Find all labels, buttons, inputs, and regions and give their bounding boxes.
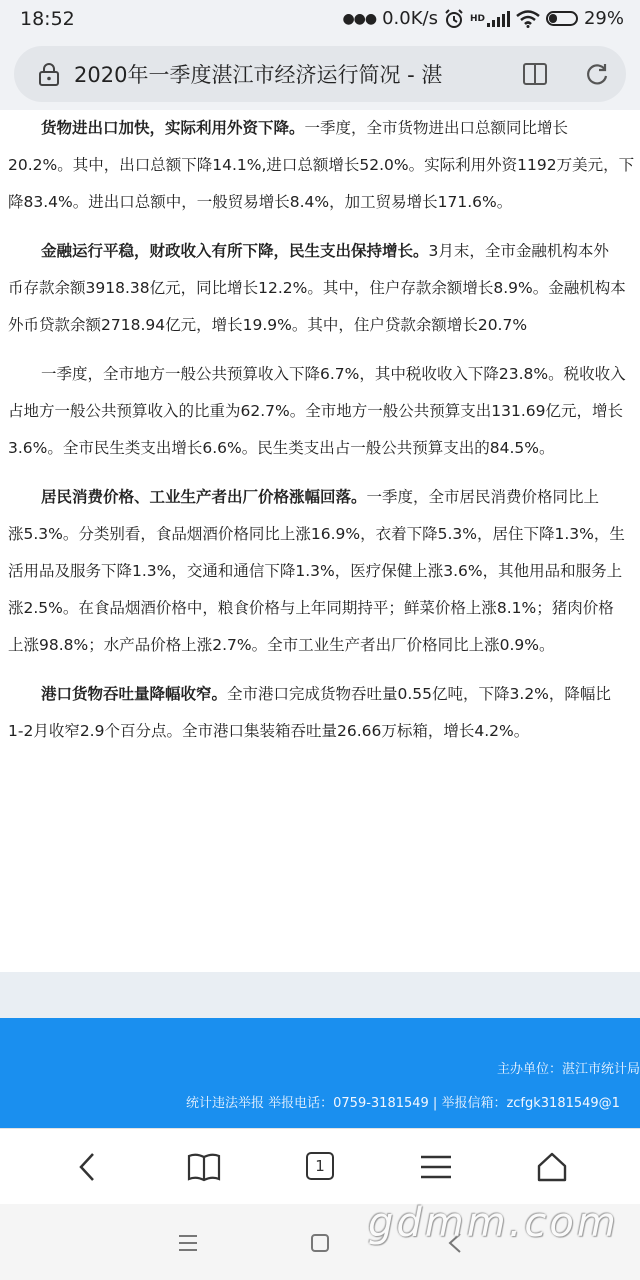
back-button[interactable] — [68, 1147, 108, 1187]
paragraph-text: 全市港口完成货物吞吐量0.55亿吨，下降3.2%，降幅比 — [227, 685, 611, 703]
paragraph-lead: 金融运行平稳，财政收入有所下降，民生支出保持增长。 — [41, 242, 429, 260]
paragraph-line — [8, 479, 640, 516]
paragraph-line — [8, 713, 640, 750]
article-paragraph — [8, 356, 640, 467]
paragraph-line — [8, 430, 640, 467]
paragraph-text: 涨5.3%。分类别看，食品烟酒价格同比上涨16.9%，衣着下降5.3%，居住下降1.3%，生 — [8, 525, 625, 543]
paragraph-text: 币存款余额3918.38亿元，同比增长12.2%。其中，住户存款余额增长8.9%。金融机构本 — [8, 279, 626, 297]
paragraph-text: 活用品及服务下降1.3%，交通和通信下降1.3%，医疗保健上涨3.6%，其他用品和服务上 — [8, 562, 623, 580]
tab-count: 1 — [306, 1152, 334, 1180]
paragraph-line — [8, 184, 640, 221]
footer-report-line[interactable]: 统计违法举报 举报电话：0759-3181549 | 举报信箱：zcfgk3181549@1 — [186, 1096, 620, 1111]
paragraph-line — [8, 147, 640, 184]
page-title: 2020年一季度湛江市经济运行简况 - 湛 — [74, 63, 443, 87]
wifi-icon — [516, 10, 540, 28]
home-button[interactable] — [532, 1147, 572, 1187]
status-time: 18:52 — [20, 8, 75, 30]
status-bar — [0, 0, 640, 40]
paragraph-line — [8, 590, 640, 627]
refresh-icon[interactable] — [584, 61, 610, 87]
paragraph-text: 一季度，全市居民消费价格同比上 — [366, 488, 600, 506]
paragraph-text: 20.2%。其中，出口总额下降14.1%,进口总额增长52.0%。实际利用外资1192万美元，下 — [8, 156, 635, 174]
reader-mode-icon[interactable] — [522, 62, 548, 86]
hamburger-menu-icon — [420, 1154, 452, 1180]
article-paragraph — [8, 110, 640, 221]
paragraph-line — [8, 553, 640, 590]
paragraph-line — [8, 516, 640, 553]
paragraph-lead: 居民消费价格、工业生产者出厂价格涨幅回落。 — [41, 488, 367, 506]
paragraph-line — [8, 233, 640, 270]
paragraph-text: 一季度，全市地方一般公共预算收入下降6.7%，其中税收收入下降23.8%。税收收入 — [41, 365, 626, 383]
article-paragraph — [8, 676, 640, 750]
article-paragraph — [8, 233, 640, 344]
paragraph-text: 3月末，全市金融机构本外 — [428, 242, 609, 260]
paragraph-line — [8, 110, 640, 147]
signal-icon — [487, 11, 510, 27]
bookmarks-button[interactable] — [184, 1147, 224, 1187]
paragraph-line — [8, 307, 640, 344]
watermark-text: gdmm.com — [368, 1200, 619, 1246]
paragraph-line — [8, 676, 640, 713]
book-icon — [187, 1152, 221, 1182]
site-footer — [0, 1018, 640, 1128]
browser-toolbar — [0, 1128, 640, 1205]
paragraph-text: 降83.4%。进出口总额中，一般贸易增长8.4%，加工贸易增长171.6%。 — [8, 193, 513, 211]
paragraph-text: 1-2月收窄2.9个百分点。全市港口集装箱吞吐量26.66万标箱，增长4.2%。 — [8, 722, 530, 740]
network-speed: 0.0K/s — [382, 8, 438, 29]
home-icon — [536, 1151, 568, 1183]
tabs-button[interactable] — [300, 1147, 340, 1187]
paragraph-text: 上涨98.8%；水产品价格上涨2.7%。全市工业生产者出厂价格同比上涨0.9%。 — [8, 636, 555, 654]
hd-badge: HD — [469, 13, 485, 24]
paragraph-text: 3.6%。全市民生类支出增长6.6%。民生类支出占一般公共预算支出的84.5%。 — [8, 439, 555, 457]
paragraph-text: 一季度，全市货物进出口总额同比增长 — [304, 119, 569, 137]
status-icons — [342, 8, 624, 29]
lock-icon — [38, 62, 60, 86]
paragraph-text: 涨2.5%。在食品烟酒价格中，粮食价格与上年同期持平；鲜菜价格上涨8.1%；猪肉价格 — [8, 599, 614, 617]
paragraph-lead: 货物进出口加快，实际利用外资下降。 — [41, 119, 305, 137]
alarm-icon — [444, 9, 464, 29]
recents-icon — [177, 1234, 199, 1252]
paragraph-line — [8, 270, 640, 307]
chevron-left-icon — [76, 1151, 100, 1183]
paragraph-line — [8, 393, 640, 430]
article-paragraph — [8, 479, 640, 664]
footer-host: 主办单位：湛江市统计局 — [496, 1062, 640, 1077]
article-body — [8, 110, 640, 970]
home-nav-button[interactable] — [305, 1228, 335, 1258]
address-bar[interactable] — [14, 46, 626, 102]
paragraph-line — [8, 627, 640, 664]
paragraph-line — [8, 356, 640, 393]
paragraph-text: 外币贷款余额2718.94亿元，增长19.9%。其中，住户贷款余额增长20.7% — [8, 316, 528, 334]
paragraph-text: 占地方一般公共预算收入的比重为62.7%。全市地方一般公共预算支出131.69亿元，增长 — [8, 402, 623, 420]
browser-header — [0, 40, 640, 110]
square-icon — [310, 1233, 330, 1253]
network-activity-icon: ●●● — [342, 10, 377, 27]
menu-button[interactable] — [416, 1147, 456, 1187]
battery-percent: 29% — [583, 8, 624, 29]
battery-icon — [546, 11, 578, 26]
footer-separator — [0, 972, 640, 1018]
recent-apps-button[interactable] — [173, 1228, 203, 1258]
paragraph-lead: 港口货物吞吐量降幅收窄。 — [41, 685, 228, 703]
